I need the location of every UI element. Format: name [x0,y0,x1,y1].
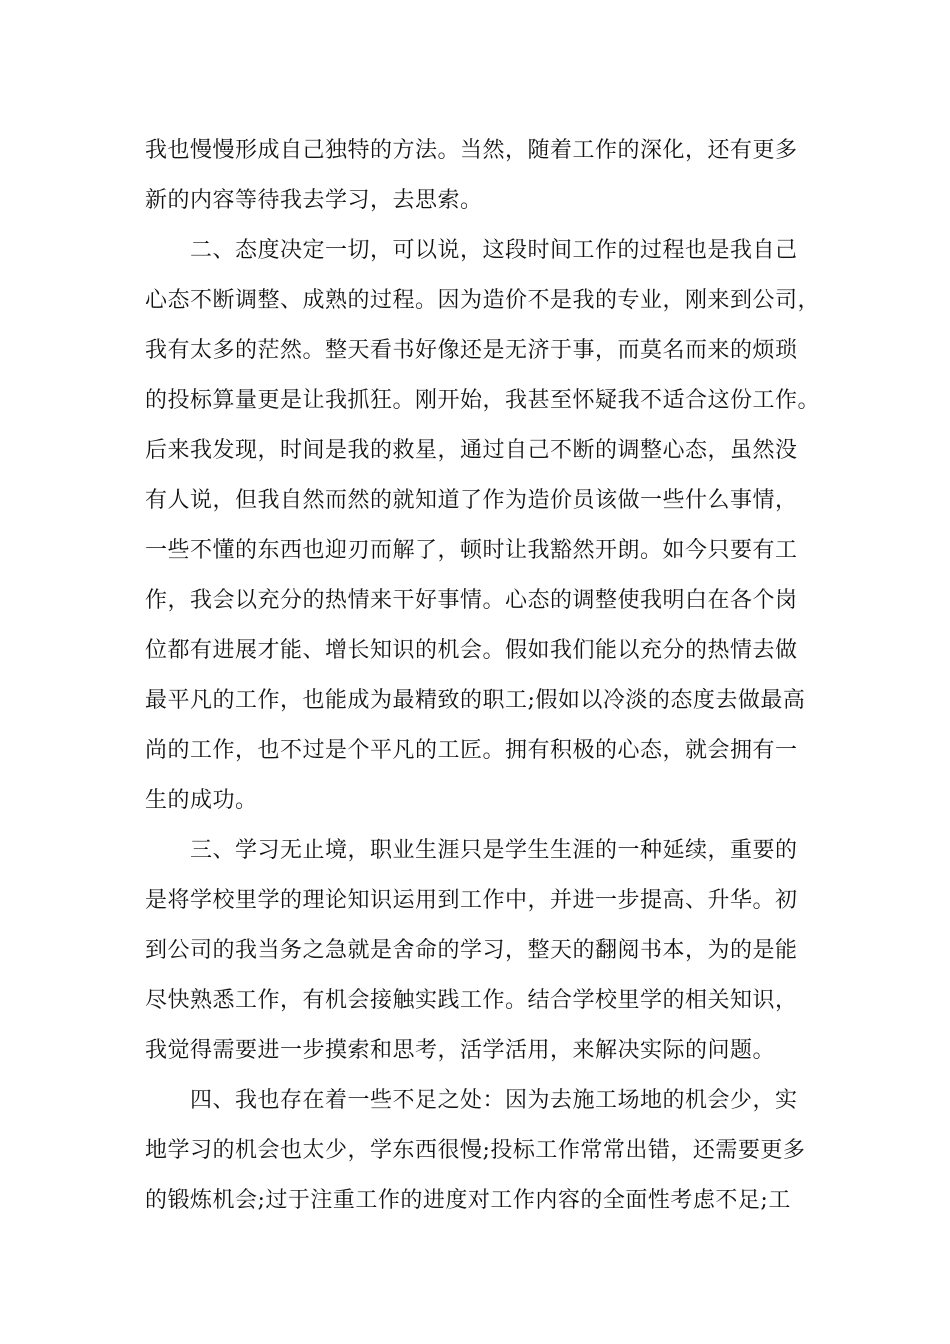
text-line: 二、态度决定一切，可以说，这段时间工作的过程也是我自己 [190,238,798,263]
text-line: 我也慢慢形成自己独特的方法。当然，随着工作的深化，还有更多 [145,138,798,163]
text-line: 生的成功。 [145,788,258,813]
text-line: 尽快熟悉工作，有机会接触实践工作。结合学校里学的相关知识， [145,988,798,1013]
text-line: 三、学习无止境，职业生涯只是学生生涯的一种延续，重要的 [190,838,798,863]
text-line: 地学习的机会也太少，学东西很慢;投标工作常常出错，还需要更多 [145,1138,806,1163]
text-line: 四、我也存在着一些不足之处：因为去施工场地的机会少，实 [190,1088,798,1113]
text-line: 新的内容等待我去学习，去思索。 [145,188,483,213]
text-line: 一些不懂的东西也迎刃而解了，顿时让我豁然开朗。如今只要有工 [145,538,798,563]
text-line: 心态不断调整、成熟的过程。因为造价不是我的专业，刚来到公司， [145,288,821,313]
text-line: 尚的工作，也不过是个平凡的工匠。拥有积极的心态，就会拥有一 [145,738,798,763]
text-line: 我觉得需要进一步摸索和思考，活学活用，来解决实际的问题。 [145,1038,776,1063]
text-line: 我有太多的茫然。整天看书好像还是无济于事，而莫名而来的烦琐 [145,338,798,363]
text-line: 作，我会以充分的热情来干好事情。心态的调整使我明白在各个岗 [145,588,798,613]
text-line: 后来我发现，时间是我的救星，通过自己不断的调整心态，虽然没 [145,438,798,463]
text-line: 有人说，但我自然而然的就知道了作为造价员该做一些什么事情， [145,488,798,513]
text-line: 的投标算量更是让我抓狂。刚开始，我甚至怀疑我不适合这份工作。 [145,388,821,413]
text-line: 的锻炼机会;过于注重工作的进度对工作内容的全面性考虑不足;工 [145,1188,791,1213]
text-line: 位都有进展才能、增长知识的机会。假如我们能以充分的热情去做 [145,638,798,663]
text-line: 是将学校里学的理论知识运用到工作中，并进一步提高、升华。初 [145,888,798,913]
text-line: 到公司的我当务之急就是舍命的学习，整天的翻阅书本，为的是能 [145,938,798,963]
text-line: 最平凡的工作，也能成为最精致的职工;假如以冷淡的态度去做最高 [145,688,806,713]
